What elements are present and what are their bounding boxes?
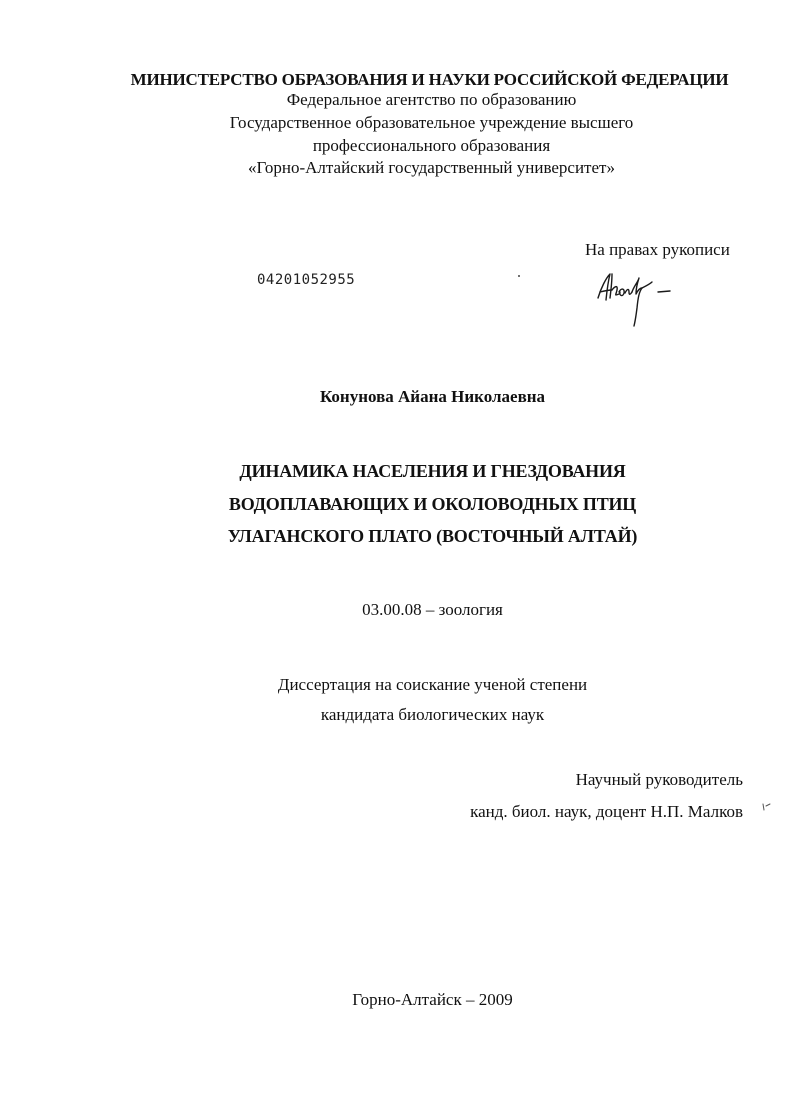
institution-line-2: профессионального образования [312,136,551,155]
agency-line: Федеральное агентство по образованию [286,90,577,109]
manuscript-rights-label: На правах рукописи [585,240,730,259]
specialty-code: 03.00.08 – зоология [362,600,503,619]
author-name: Конунова Айана Николаевна [319,387,546,406]
institution-line-1: Государственное образовательное учреждение высшего [229,113,634,132]
handwritten-signature [592,268,684,330]
dissertation-title-line-2: ВОДОПЛАВАЮЩИХ И ОКОЛОВОДНЫХ ПТИЦ [228,494,637,514]
degree-line-1: Диссертация на соискание ученой степени [277,675,588,694]
dissertation-title-line-1: ДИНАМИКА НАСЕЛЕНИЯ И ГНЕЗДОВАНИЯ [239,461,626,481]
supervisor-label: Научный руководитель [575,770,743,789]
registration-code: 04201052955 [257,272,356,288]
city-year: Горно-Алтайск – 2009 [352,990,513,1009]
scan-speck [518,275,520,277]
dissertation-title-line-3: УЛАГАНСКОГО ПЛАТО (ВОСТОЧНЫЙ АЛТАЙ) [227,526,638,546]
ministry-heading: МИНИСТЕРСТВО ОБРАЗОВАНИЯ И НАУКИ РОССИЙСКОЙ ФЕДЕРАЦИИ [130,70,729,89]
pencil-tick-mark [760,800,774,814]
university-name: «Горно-Алтайский государственный университет» [248,158,615,177]
supervisor-name: канд. биол. наук, доцент Н.П. Малков [470,802,743,821]
degree-line-2: кандидата биологических наук [320,705,545,724]
